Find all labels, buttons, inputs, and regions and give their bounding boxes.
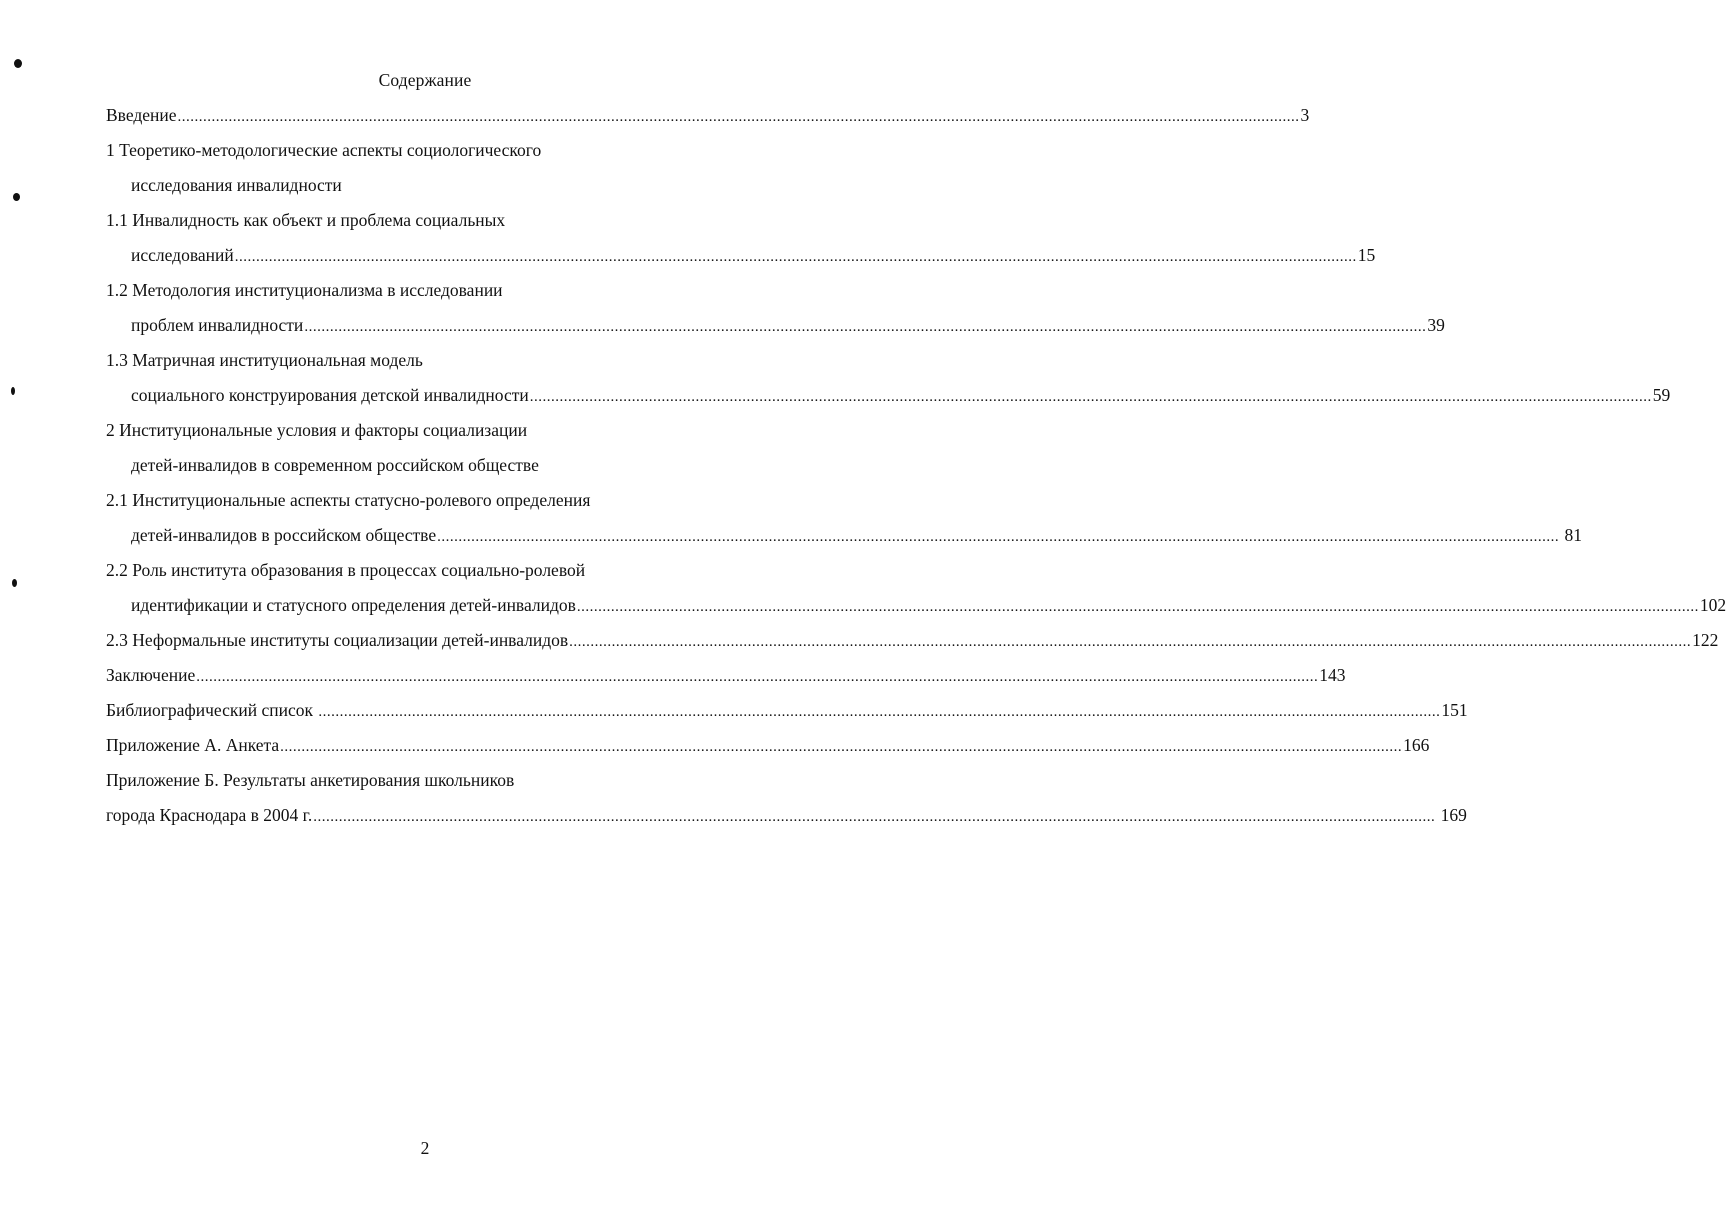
toc-entry-title: Введение: [106, 105, 177, 125]
toc-entry-chapter-2: 2 Институциональные условия и факторы социализации: [106, 420, 528, 440]
toc-entry-title: Приложение А. Анкета: [106, 735, 280, 755]
scan-mark-dot: [11, 387, 15, 395]
toc-entry-chapter-2-continued: детей-инвалидов в современном российском обществе: [131, 455, 539, 475]
toc-page-number: 166: [1403, 735, 1430, 755]
toc-entry-bibliography: [106, 699, 1468, 723]
toc-entry-section-2-1: 2.1 Институциональные аспекты статусно-ролевого определения: [106, 490, 591, 510]
toc-entry-title: Библиографический список: [106, 700, 318, 720]
toc-entry-appendix-a: [106, 734, 1430, 758]
toc-page-number: 81: [1560, 525, 1582, 545]
page-title: Содержание: [378, 70, 472, 90]
toc-entry-title: проблем инвалидности: [131, 315, 304, 335]
toc-page-number: 3: [1300, 105, 1310, 125]
toc-page-number: 151: [1441, 700, 1468, 720]
dot-leader: ........................................................................................................................................................................................................................................................................: [196, 669, 1319, 685]
dot-leader: ........................................................................................................................................................................................................................................................................: [437, 529, 1560, 545]
dot-leader: ........................................................................................................................................................................................................................................................................: [304, 319, 1427, 335]
toc-entry-title: исследований: [131, 245, 234, 265]
toc-entry-title: идентификации и статусного определения детей-инвалидов: [131, 595, 576, 615]
toc-entry-section-1-3-continued: [131, 384, 1671, 408]
toc-page-number: 15: [1357, 245, 1376, 265]
toc-entry-chapter-1-continued: исследования инвалидности: [131, 175, 342, 195]
toc-page-number: 59: [1652, 385, 1671, 405]
dot-leader: ........................................................................................................................................................................................................................................................................: [177, 109, 1300, 125]
dot-leader: ........................................................................................................................................................................................................................................................................: [313, 809, 1436, 825]
toc-entry-section-1-1-continued: [131, 244, 1376, 268]
toc-entry-title: города Краснодара в 2004 г.: [106, 805, 313, 825]
toc-entry-title: социального конструирования детской инвалидности: [131, 385, 529, 405]
toc-page-number: 169: [1436, 805, 1467, 825]
dot-leader: ........................................................................................................................................................................................................................................................................: [318, 704, 1441, 720]
toc-entry-chapter-1: 1 Теоретико-методологические аспекты социологического: [106, 140, 542, 160]
toc-entry-section-1-1: 1.1 Инвалидность как объект и проблема социальных: [106, 210, 506, 230]
toc-entry-section-1-3: 1.3 Матричная институциональная модель: [106, 350, 423, 370]
toc-entry-conclusion: [106, 664, 1346, 688]
dot-leader: ........................................................................................................................................................................................................................................................................: [529, 389, 1652, 405]
toc-entry-section-2-3: [106, 629, 1719, 653]
scan-mark-dot: [13, 193, 20, 201]
toc-entry-section-1-2-continued: [131, 314, 1445, 338]
scan-mark-dot: [12, 579, 17, 587]
scan-mark-dot: [14, 59, 22, 68]
toc-entry-section-2-1-continued: [131, 524, 1582, 548]
toc-entry-title: детей-инвалидов в российском обществе: [131, 525, 437, 545]
toc-page-number: 102: [1699, 595, 1726, 615]
toc-entry-intro: [106, 104, 1310, 128]
toc-entry-appendix-b: Приложение Б. Результаты анкетирования школьников: [106, 770, 515, 790]
toc-page-number: 143: [1319, 665, 1346, 685]
toc-page-number: 39: [1427, 315, 1445, 335]
toc-page-number: 122: [1692, 630, 1719, 650]
dot-leader: ........................................................................................................................................................................................................................................................................: [280, 739, 1403, 755]
toc-entry-section-2-2: 2.2 Роль института образования в процессах социально-ролевой: [106, 560, 586, 580]
toc-entry-appendix-b-continued: [106, 804, 1467, 828]
toc-entry-title: 2.3 Неформальные институты социализации детей-инвалидов: [106, 630, 569, 650]
dot-leader: ........................................................................................................................................................................................................................................................................: [234, 249, 1357, 265]
dot-leader: ........................................................................................................................................................................................................................................................................: [576, 599, 1699, 615]
toc-entry-section-1-2: 1.2 Методология институционализма в исследовании: [106, 280, 503, 300]
dot-leader: ........................................................................................................................................................................................................................................................................: [569, 634, 1692, 650]
page-number: 2: [420, 1138, 430, 1158]
toc-entry-section-2-2-continued: [131, 594, 1726, 618]
toc-entry-title: Заключение: [106, 665, 196, 685]
